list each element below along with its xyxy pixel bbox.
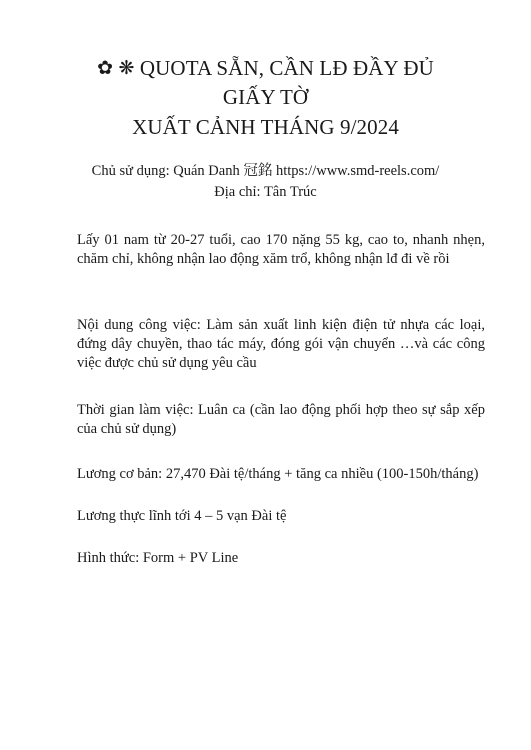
requirement-paragraph: Lấy 01 nam từ 20-27 tuổi, cao 170 nặng 55 kg, cao to, nhanh nhẹn, chăm chỉ, không nhận lao động xăm trổ, không nhận lđ đi về rồi: [77, 232, 485, 267]
headline-line-3: XUẤT CẢNH THÁNG 9/2024: [132, 115, 399, 139]
working-time-paragraph: Thời gian làm việc: Luân ca (cần lao động phối hợp theo sự sắp xếp của chủ sử dụng): [77, 402, 485, 437]
base-salary-paragraph: Lương cơ bản: 27,470 Đài tệ/tháng + tăng ca nhiều (100-150h/tháng): [77, 466, 479, 482]
headline-line-1: [0, 54, 531, 83]
job-content-paragraph: Nội dung công việc: Làm sản xuất linh kiện điện tử nhựa các loại, đứng dây chuyền, thao tác máy, đóng gói vận chuyển …và các công việc được chủ sử dụng yêu cầu: [77, 317, 485, 371]
headline-line-2: GIẤY TỜ: [222, 85, 309, 109]
actual-salary-paragraph: Lương thực lĩnh tới 4 – 5 vạn Đài tệ: [77, 508, 287, 524]
employer-address: Địa chỉ: Tân Trúc: [214, 184, 317, 200]
employer-name: Chủ sử dụng: Quán Danh 冠銘 https://www.smd-reels.com/: [91, 163, 440, 179]
headline-text: QUOTA SẴN, CẦN LĐ ĐẦY ĐỦ: [139, 56, 434, 80]
flower-icon: ❋: [118, 58, 135, 79]
form-paragraph: Hình thức: Form + PV Line: [77, 550, 239, 566]
flower-icon: ✿: [97, 58, 114, 79]
